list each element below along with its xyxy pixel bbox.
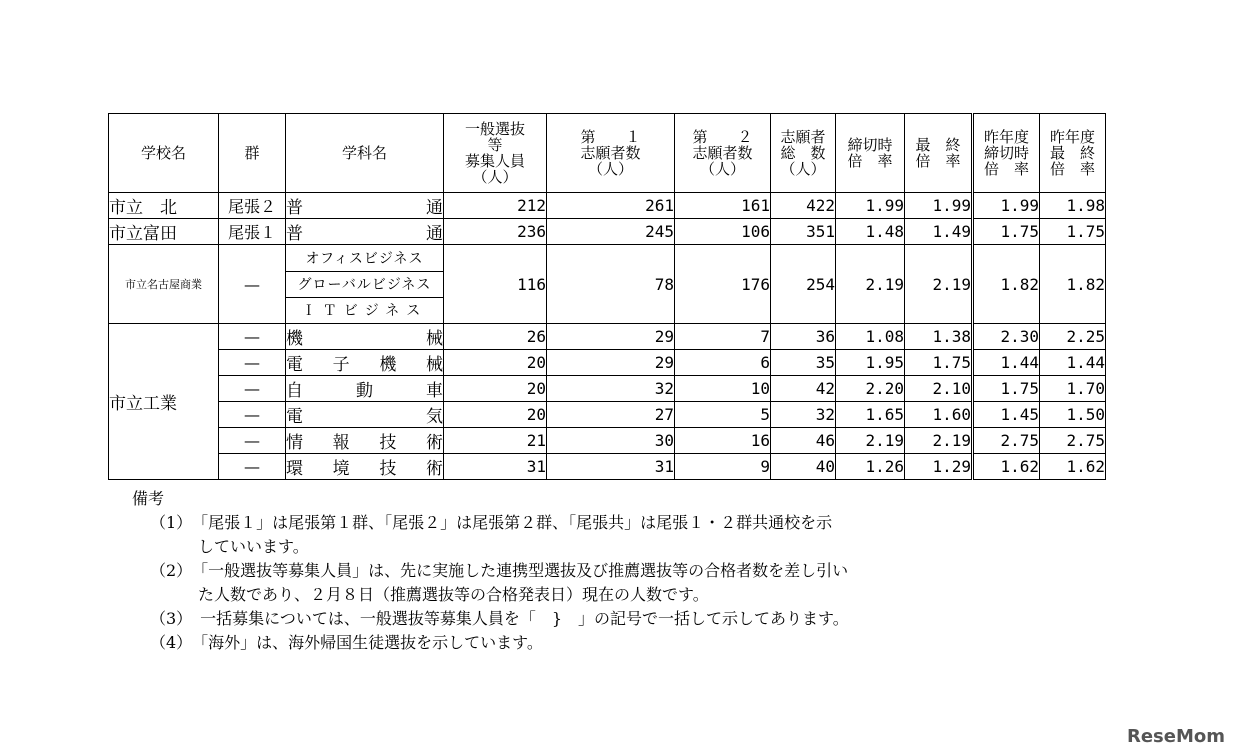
first-cell: 78 bbox=[547, 245, 675, 324]
first-cell: 261 bbox=[547, 193, 675, 219]
table-row bbox=[109, 376, 1106, 402]
table-row bbox=[109, 193, 1106, 219]
dept-char: 普 bbox=[286, 198, 303, 218]
header-prev-deadline: 昨年度 締切時 倍 率 bbox=[973, 114, 1040, 193]
dept-char: 技 bbox=[379, 433, 397, 453]
header-quota: 一般選抜 等 募集人員 （人） bbox=[444, 114, 547, 193]
final-ratio-cell: 2.10 bbox=[905, 376, 973, 402]
second-cell: 5 bbox=[675, 402, 771, 428]
prev-deadline-cell: 1.99 bbox=[973, 193, 1040, 219]
header-school: 学校名 bbox=[109, 114, 219, 193]
group-cell: — bbox=[219, 402, 286, 428]
group-cell: — bbox=[219, 324, 286, 350]
dept-char: 動 bbox=[356, 381, 373, 401]
dept-char: 械 bbox=[425, 355, 443, 375]
quota-cell: 212 bbox=[444, 193, 547, 219]
table-row bbox=[109, 428, 1106, 454]
first-cell: 30 bbox=[547, 428, 675, 454]
final-ratio-cell: 1.60 bbox=[905, 402, 973, 428]
dept-char: 通 bbox=[426, 198, 443, 218]
quota-cell: 116 bbox=[444, 245, 547, 324]
school-cell: 市立 北 bbox=[109, 193, 219, 219]
dept-name: グローバルビジネス bbox=[286, 271, 443, 297]
prev-final-cell: 2.25 bbox=[1040, 324, 1106, 350]
prev-deadline-cell: 1.44 bbox=[973, 350, 1040, 376]
prev-final-cell: 1.44 bbox=[1040, 350, 1106, 376]
total-cell: 36 bbox=[771, 324, 836, 350]
deadline-ratio-cell: 2.20 bbox=[836, 376, 905, 402]
quota-cell: 20 bbox=[444, 350, 547, 376]
header-row bbox=[109, 114, 1106, 193]
dept-cell bbox=[286, 454, 444, 480]
first-cell: 27 bbox=[547, 402, 675, 428]
group-cell: — bbox=[219, 245, 286, 324]
table-row bbox=[109, 350, 1106, 376]
prev-deadline-cell: 1.82 bbox=[973, 245, 1040, 324]
dept-char: 電 bbox=[286, 407, 303, 427]
header-prev-final: 昨年度 最 終 倍 率 bbox=[1040, 114, 1106, 193]
dept-char: 報 bbox=[332, 433, 350, 453]
final-ratio-cell: 2.19 bbox=[905, 428, 973, 454]
second-cell: 9 bbox=[675, 454, 771, 480]
dept-char: 環 bbox=[286, 459, 303, 479]
prev-final-cell: 1.70 bbox=[1040, 376, 1106, 402]
dept-char: 普 bbox=[286, 224, 303, 244]
dept-char: 車 bbox=[426, 381, 443, 401]
deadline-ratio-cell: 1.26 bbox=[836, 454, 905, 480]
note-2b: た人数であり、２月８日（推薦選抜等の合格発表日）現在の人数です。 bbox=[150, 585, 709, 604]
dept-char: 情 bbox=[286, 433, 303, 453]
table-row bbox=[109, 324, 1106, 350]
quota-cell: 21 bbox=[444, 428, 547, 454]
dept-char: 自 bbox=[286, 381, 303, 401]
school-cell: 市立名古屋商業 bbox=[109, 245, 219, 324]
note-1a: （1） 「尾張１」は尾張第１群、「尾張２」は尾張第２群、「尾張共」は尾張１・２群共通校を示 bbox=[150, 513, 833, 532]
prev-deadline-cell: 1.45 bbox=[973, 402, 1040, 428]
first-cell: 245 bbox=[547, 219, 675, 245]
total-cell: 42 bbox=[771, 376, 836, 402]
applicant-table bbox=[108, 113, 1106, 480]
second-cell: 176 bbox=[675, 245, 771, 324]
group-cell: — bbox=[219, 376, 286, 402]
dept-cell bbox=[286, 402, 444, 428]
prev-deadline-cell: 1.75 bbox=[973, 219, 1040, 245]
table-row bbox=[109, 219, 1106, 245]
notes-title: 備考 bbox=[132, 489, 165, 508]
deadline-ratio-cell: 1.99 bbox=[836, 193, 905, 219]
first-cell: 29 bbox=[547, 324, 675, 350]
final-ratio-cell: 1.29 bbox=[905, 454, 973, 480]
final-ratio-cell: 1.38 bbox=[905, 324, 973, 350]
second-cell: 16 bbox=[675, 428, 771, 454]
deadline-ratio-cell: 2.19 bbox=[836, 245, 905, 324]
total-cell: 351 bbox=[771, 219, 836, 245]
deadline-ratio-cell: 1.95 bbox=[836, 350, 905, 376]
second-cell: 7 bbox=[675, 324, 771, 350]
dept-cell bbox=[286, 245, 444, 324]
header-dept: 学科名 bbox=[286, 114, 444, 193]
group-cell: — bbox=[219, 428, 286, 454]
deadline-ratio-cell: 1.65 bbox=[836, 402, 905, 428]
prev-final-cell: 1.82 bbox=[1040, 245, 1106, 324]
final-ratio-cell: 1.75 bbox=[905, 350, 973, 376]
total-cell: 422 bbox=[771, 193, 836, 219]
group-cell: 尾張１ bbox=[219, 219, 286, 245]
header-total: 志願者 総 数 （人） bbox=[771, 114, 836, 193]
total-cell: 40 bbox=[771, 454, 836, 480]
header-first: 第 １ 志願者数 （人） bbox=[547, 114, 675, 193]
first-cell: 29 bbox=[547, 350, 675, 376]
dept-name: オフィスビジネス bbox=[286, 246, 443, 272]
deadline-ratio-cell: 1.08 bbox=[836, 324, 905, 350]
note-3: （3） 一括募集については、一般選抜等募集人員を「 } 」の記号で一括して示してあります。 bbox=[150, 609, 849, 628]
note-2a: （2） 「一般選抜等募集人員」は、先に実施した連携型選抜及び推薦選抜等の合格者数を差し引い bbox=[150, 561, 849, 580]
dept-char: 気 bbox=[426, 407, 443, 427]
dept-char: 術 bbox=[425, 433, 443, 453]
total-cell: 32 bbox=[771, 402, 836, 428]
total-cell: 254 bbox=[771, 245, 836, 324]
dept-char: 術 bbox=[425, 459, 443, 479]
deadline-ratio-cell: 1.48 bbox=[836, 219, 905, 245]
second-cell: 106 bbox=[675, 219, 771, 245]
note-1b: していいます。 bbox=[150, 537, 309, 556]
table-row bbox=[109, 245, 1106, 324]
quota-cell: 236 bbox=[444, 219, 547, 245]
dept-char: 電 bbox=[286, 355, 303, 375]
note-4: （4） 「海外」は、海外帰国生徒選抜を示しています。 bbox=[150, 633, 543, 652]
dept-cell bbox=[286, 193, 444, 219]
school-cell: 市立工業 bbox=[109, 324, 219, 480]
total-cell: 35 bbox=[771, 350, 836, 376]
first-cell: 31 bbox=[547, 454, 675, 480]
table-row bbox=[109, 454, 1106, 480]
header-final-ratio: 最 終 倍 率 bbox=[905, 114, 973, 193]
dept-char: 機 bbox=[286, 329, 303, 349]
prev-final-cell: 1.98 bbox=[1040, 193, 1106, 219]
notes bbox=[132, 487, 849, 655]
quota-cell: 26 bbox=[444, 324, 547, 350]
dept-cell bbox=[286, 376, 444, 402]
dept-char: 械 bbox=[426, 329, 443, 349]
header-group: 群 bbox=[219, 114, 286, 193]
dept-char: 境 bbox=[332, 459, 350, 479]
table-row bbox=[109, 402, 1106, 428]
quota-cell: 31 bbox=[444, 454, 547, 480]
dept-name: ＩＴビジネス bbox=[301, 303, 428, 319]
group-cell: — bbox=[219, 454, 286, 480]
second-cell: 161 bbox=[675, 193, 771, 219]
deadline-ratio-cell: 2.19 bbox=[836, 428, 905, 454]
final-ratio-cell: 1.99 bbox=[905, 193, 973, 219]
dept-cell bbox=[286, 428, 444, 454]
prev-final-cell: 1.62 bbox=[1040, 454, 1106, 480]
total-cell: 46 bbox=[771, 428, 836, 454]
first-cell: 32 bbox=[547, 376, 675, 402]
dept-char: 通 bbox=[426, 224, 443, 244]
dept-cell bbox=[286, 350, 444, 376]
prev-final-cell: 1.75 bbox=[1040, 219, 1106, 245]
quota-cell: 20 bbox=[444, 402, 547, 428]
second-cell: 10 bbox=[675, 376, 771, 402]
group-cell: 尾張２ bbox=[219, 193, 286, 219]
prev-final-cell: 1.50 bbox=[1040, 402, 1106, 428]
dept-char: 機 bbox=[379, 355, 397, 375]
prev-deadline-cell: 1.62 bbox=[973, 454, 1040, 480]
quota-cell: 20 bbox=[444, 376, 547, 402]
dept-cell bbox=[286, 324, 444, 350]
school-cell: 市立富田 bbox=[109, 219, 219, 245]
prev-deadline-cell: 1.75 bbox=[973, 376, 1040, 402]
final-ratio-cell: 1.49 bbox=[905, 219, 973, 245]
dept-cell bbox=[286, 219, 444, 245]
prev-final-cell: 2.75 bbox=[1040, 428, 1106, 454]
prev-deadline-cell: 2.75 bbox=[973, 428, 1040, 454]
logo: ReseMom bbox=[1126, 726, 1225, 747]
second-cell: 6 bbox=[675, 350, 771, 376]
header-second: 第 ２ 志願者数 （人） bbox=[675, 114, 771, 193]
header-deadline-ratio: 締切時 倍 率 bbox=[836, 114, 905, 193]
group-cell: — bbox=[219, 350, 286, 376]
dept-char: 技 bbox=[379, 459, 397, 479]
prev-deadline-cell: 2.30 bbox=[973, 324, 1040, 350]
dept-char: 子 bbox=[332, 355, 350, 375]
final-ratio-cell: 2.19 bbox=[905, 245, 973, 324]
